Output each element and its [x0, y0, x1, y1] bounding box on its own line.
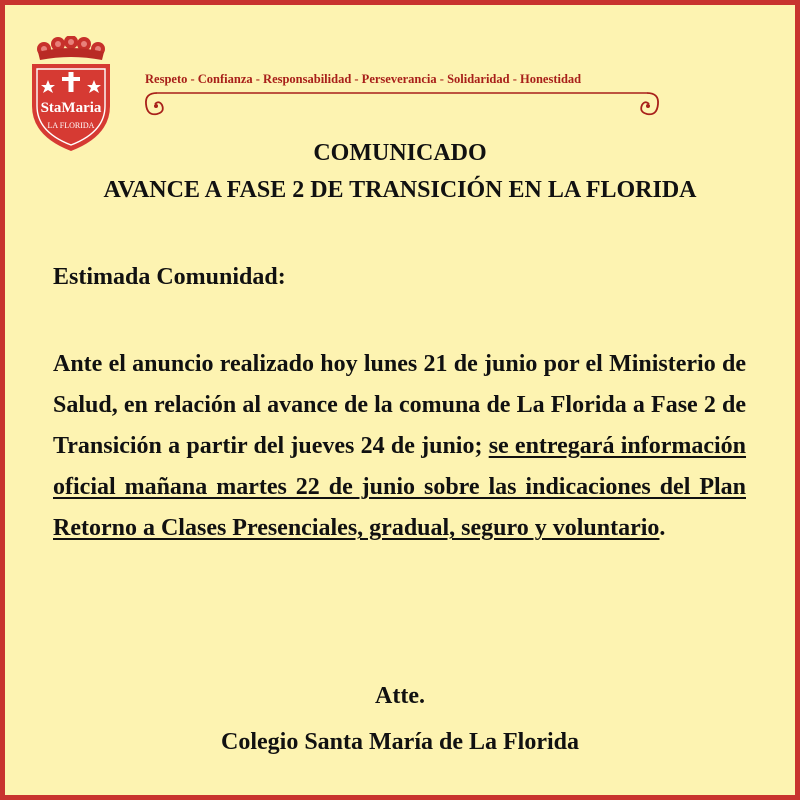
crown-icon [37, 36, 105, 60]
signature: Colegio Santa María de La Florida [221, 729, 579, 755]
announcement-body [53, 344, 746, 549]
decorative-scroll-divider [143, 88, 661, 122]
body-highlighted-text: se entregará información oficial mañana martes 22 de junio sobre las indicaciones del Plan Retorno a Clases Presenciales, gradual, seguro y voluntario [53, 433, 747, 541]
school-motto: Respeto - Confianza - Responsabilidad - Perseverancia - Solidaridad - Honestidad [145, 72, 582, 86]
crest-place-text: LA FLORIDA [47, 121, 95, 130]
greeting: Estimada Comunidad: [53, 264, 286, 290]
page-subtitle: AVANCE A FASE 2 DE TRANSICIÓN EN LA FLORIDA [103, 177, 697, 203]
body-intro-text: Ante el anuncio realizado hoy lunes 21 de junio por el Ministerio de Salud, en relación al avance de la comuna de La Florida a Fase 2 de Transición a partir del jueves 24 de junio; [53, 351, 746, 459]
crest-name-text: StaMaria [40, 100, 102, 116]
body-ending-text: . [659, 515, 666, 541]
closing-salutation: Atte. [375, 683, 425, 709]
page-title: COMUNICADO [313, 140, 487, 166]
